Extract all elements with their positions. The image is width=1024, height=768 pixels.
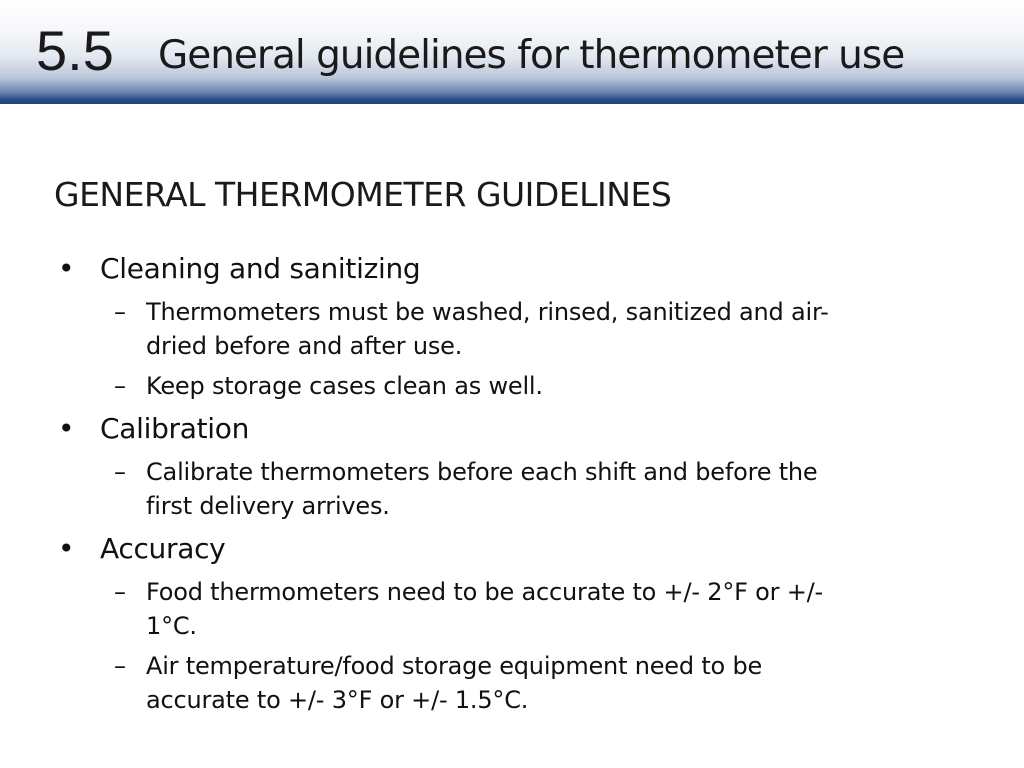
bullet-label: Cleaning and sanitizing <box>100 252 421 285</box>
bullet-label: Calibration <box>100 412 250 445</box>
sub-item-line: Air temperature/food storage equipment need to be <box>146 652 763 680</box>
sub-item-line: Calibrate thermometers before each shift and before the <box>146 458 818 486</box>
dash-marker: – <box>114 578 126 606</box>
sub-item-line: accurate to +/- 3°F or +/- 1.5°C. <box>146 686 529 714</box>
bullet-label: Accuracy <box>100 532 226 565</box>
slide-title: General guidelines for thermometer use <box>158 33 905 78</box>
section-number: 5.5 <box>36 19 114 82</box>
dash-marker: – <box>114 372 126 400</box>
bullet-marker: • <box>58 532 75 565</box>
dash-marker: – <box>114 458 126 486</box>
bullet-marker: • <box>58 412 75 445</box>
sub-item-line: 1°C. <box>146 612 197 640</box>
sub-item-line: Food thermometers need to be accurate to +/- 2°F or +/- <box>146 578 823 606</box>
sub-item-line: Thermometers must be washed, rinsed, sanitized and air- <box>146 298 829 326</box>
bullet-marker: • <box>58 252 75 285</box>
content-heading: GENERAL THERMOMETER GUIDELINES <box>54 175 672 214</box>
sub-item-line: dried before and after use. <box>146 332 463 360</box>
dash-marker: – <box>114 298 126 326</box>
sub-item-line: Keep storage cases clean as well. <box>146 372 543 400</box>
dash-marker: – <box>114 652 126 680</box>
sub-item-line: first delivery arrives. <box>146 492 390 520</box>
